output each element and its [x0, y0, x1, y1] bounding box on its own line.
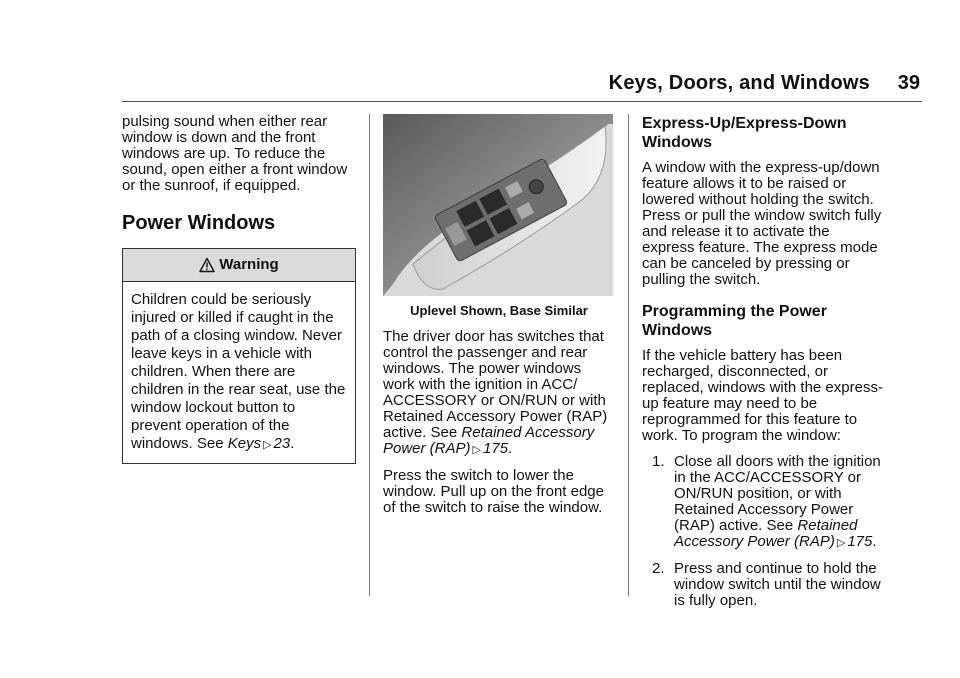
- warning-box: [122, 248, 356, 464]
- step-suffix: .: [872, 533, 877, 550]
- rap-ref-text: Retained Accessory Power (RAP): [383, 424, 595, 457]
- step-ref-text: Retained Accessory Power (RAP): [674, 517, 858, 550]
- express-windows-heading: Express-Up/Express-Down Windows: [642, 115, 847, 151]
- column-1: [122, 114, 358, 464]
- driver-door-text: The driver door has switches that control the passenger and rear windows. The power windows work with the ignition in ACC/ ACCESSORY or ON/RUN or with Retained Accessory Power (RAP) active. See: [383, 328, 608, 441]
- power-windows-heading: Power Windows: [122, 212, 276, 234]
- keys-ref-text: Keys: [227, 435, 262, 452]
- keys-reference-link[interactable]: [228, 435, 291, 452]
- intro-paragraph: pulsing sound when either rear window is down and the front windows are up. To reduce the sound, open either a front window or the sunroof, if equipped.: [122, 113, 348, 194]
- page-reference-arrow-icon: ▷: [263, 439, 272, 451]
- step-text: Close all doors with the ignition in the ACC/ACCESSORY or ON/RUN position, or with Retained Accessory Power (RAP) active. See: [674, 453, 881, 534]
- page-number: 39: [897, 72, 920, 94]
- column-divider-right: [628, 114, 629, 596]
- list-item: [642, 454, 884, 551]
- step-text: Press and continue to hold the window switch until the window is fully open.: [674, 560, 881, 609]
- programming-heading: Programming the Power Windows: [642, 303, 827, 339]
- page-reference-arrow-icon: ▷: [472, 444, 481, 456]
- window-switch-panel-photo: [383, 114, 613, 296]
- warning-body: [123, 282, 355, 463]
- programming-steps: [642, 454, 884, 609]
- switch-usage-paragraph: Press the switch to lower the window. Pull up on the front edge of the switch to raise the window.: [383, 467, 604, 516]
- step-number: 2.: [652, 560, 665, 577]
- driver-door-suffix: .: [508, 440, 513, 457]
- column-2: [383, 114, 615, 526]
- programming-paragraph: If the vehicle battery has been recharged, disconnected, or replaced, windows with the express-up feature may need to be reprogrammed for this feature to work. To program the window:: [642, 347, 883, 444]
- keys-ref-page: 23: [273, 435, 291, 452]
- photo-caption: Uplevel Shown, Base Similar: [410, 303, 588, 318]
- header-divider: [122, 101, 922, 102]
- rap-ref-page: 175: [483, 440, 509, 457]
- section-title: Keys, Doors, and Windows: [608, 72, 870, 94]
- step-number: 1.: [652, 453, 665, 470]
- warning-header: [123, 249, 355, 282]
- column-divider-left: [369, 114, 370, 596]
- warning-title: Warning: [219, 256, 279, 273]
- warning-text: Children could be seriously injured or killed if caught in the path of a closing window. Never leave keys in a vehicle with children. When there are children in the rear seat, use the window lockout button to prevent operation of the windows. See: [131, 291, 346, 452]
- warning-triangle-icon: [199, 257, 215, 273]
- page-reference-arrow-icon: ▷: [836, 537, 846, 549]
- express-paragraph: A window with the express-up/down feature allows it to be raised or lowered without holding the switch. Press or pull the window switch fully and release it to activate the express feature. The express mode can be canceled by pressing or pulling the switch.: [642, 159, 882, 288]
- driver-door-paragraph: [383, 329, 615, 458]
- list-item: [642, 561, 884, 609]
- step-ref-page: 175: [847, 533, 873, 550]
- warning-suffix: .: [290, 435, 295, 452]
- column-3: [642, 114, 884, 619]
